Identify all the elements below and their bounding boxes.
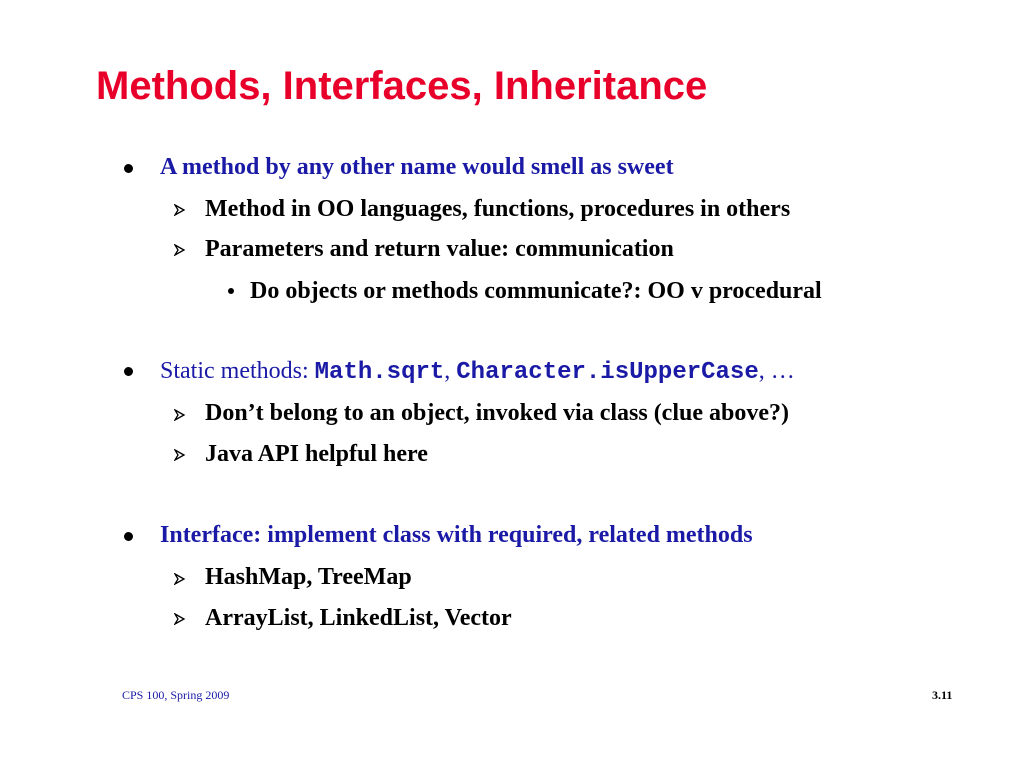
section-2-heading-suffix: , …: [758, 358, 795, 384]
slide-title: Methods, Interfaces, Inheritance: [96, 64, 708, 108]
footer-course: CPS 100, Spring 2009: [122, 688, 230, 702]
section-3-item-2: ArrayList, LinkedList, Vector: [205, 605, 512, 631]
arrowhead-bullet-icon: [174, 573, 186, 585]
arrowhead-bullet-icon: [174, 204, 186, 216]
code-math-sqrt: Math.sqrt: [314, 359, 445, 386]
arrowhead-bullet-icon: [174, 449, 186, 461]
section-1-subitem-1: Do objects or methods communicate?: OO v procedural: [250, 278, 822, 304]
section-3-heading: Interface: implement class with required, related methods: [160, 522, 753, 548]
circle-bullet-icon: [124, 164, 133, 173]
circle-bullet-icon: [124, 367, 133, 376]
section-2-heading: [160, 356, 795, 388]
section-1-item-2: Parameters and return value: communication: [205, 236, 674, 262]
arrowhead-bullet-icon: [174, 409, 186, 421]
arrowhead-bullet-icon: [174, 613, 186, 625]
section-2-separator: ,: [444, 358, 457, 384]
section-1-heading: A method by any other name would smell as sweet: [160, 154, 674, 180]
footer-page-number: 3.11: [932, 688, 953, 702]
arrowhead-bullet-icon: [174, 244, 186, 256]
dot-bullet-icon: [228, 288, 234, 294]
section-1-item-1: Method in OO languages, functions, procedures in others: [205, 196, 791, 222]
circle-bullet-icon: [124, 532, 133, 541]
section-2-item-2: Java API helpful here: [205, 441, 428, 467]
section-2-heading-prefix: Static methods:: [160, 358, 315, 384]
section-2-item-1: Don’t belong to an object, invoked via class (clue above?): [205, 400, 789, 426]
code-character-isuppercase: Character.isUpperCase: [456, 359, 759, 386]
section-3-item-1: HashMap, TreeMap: [205, 564, 412, 590]
